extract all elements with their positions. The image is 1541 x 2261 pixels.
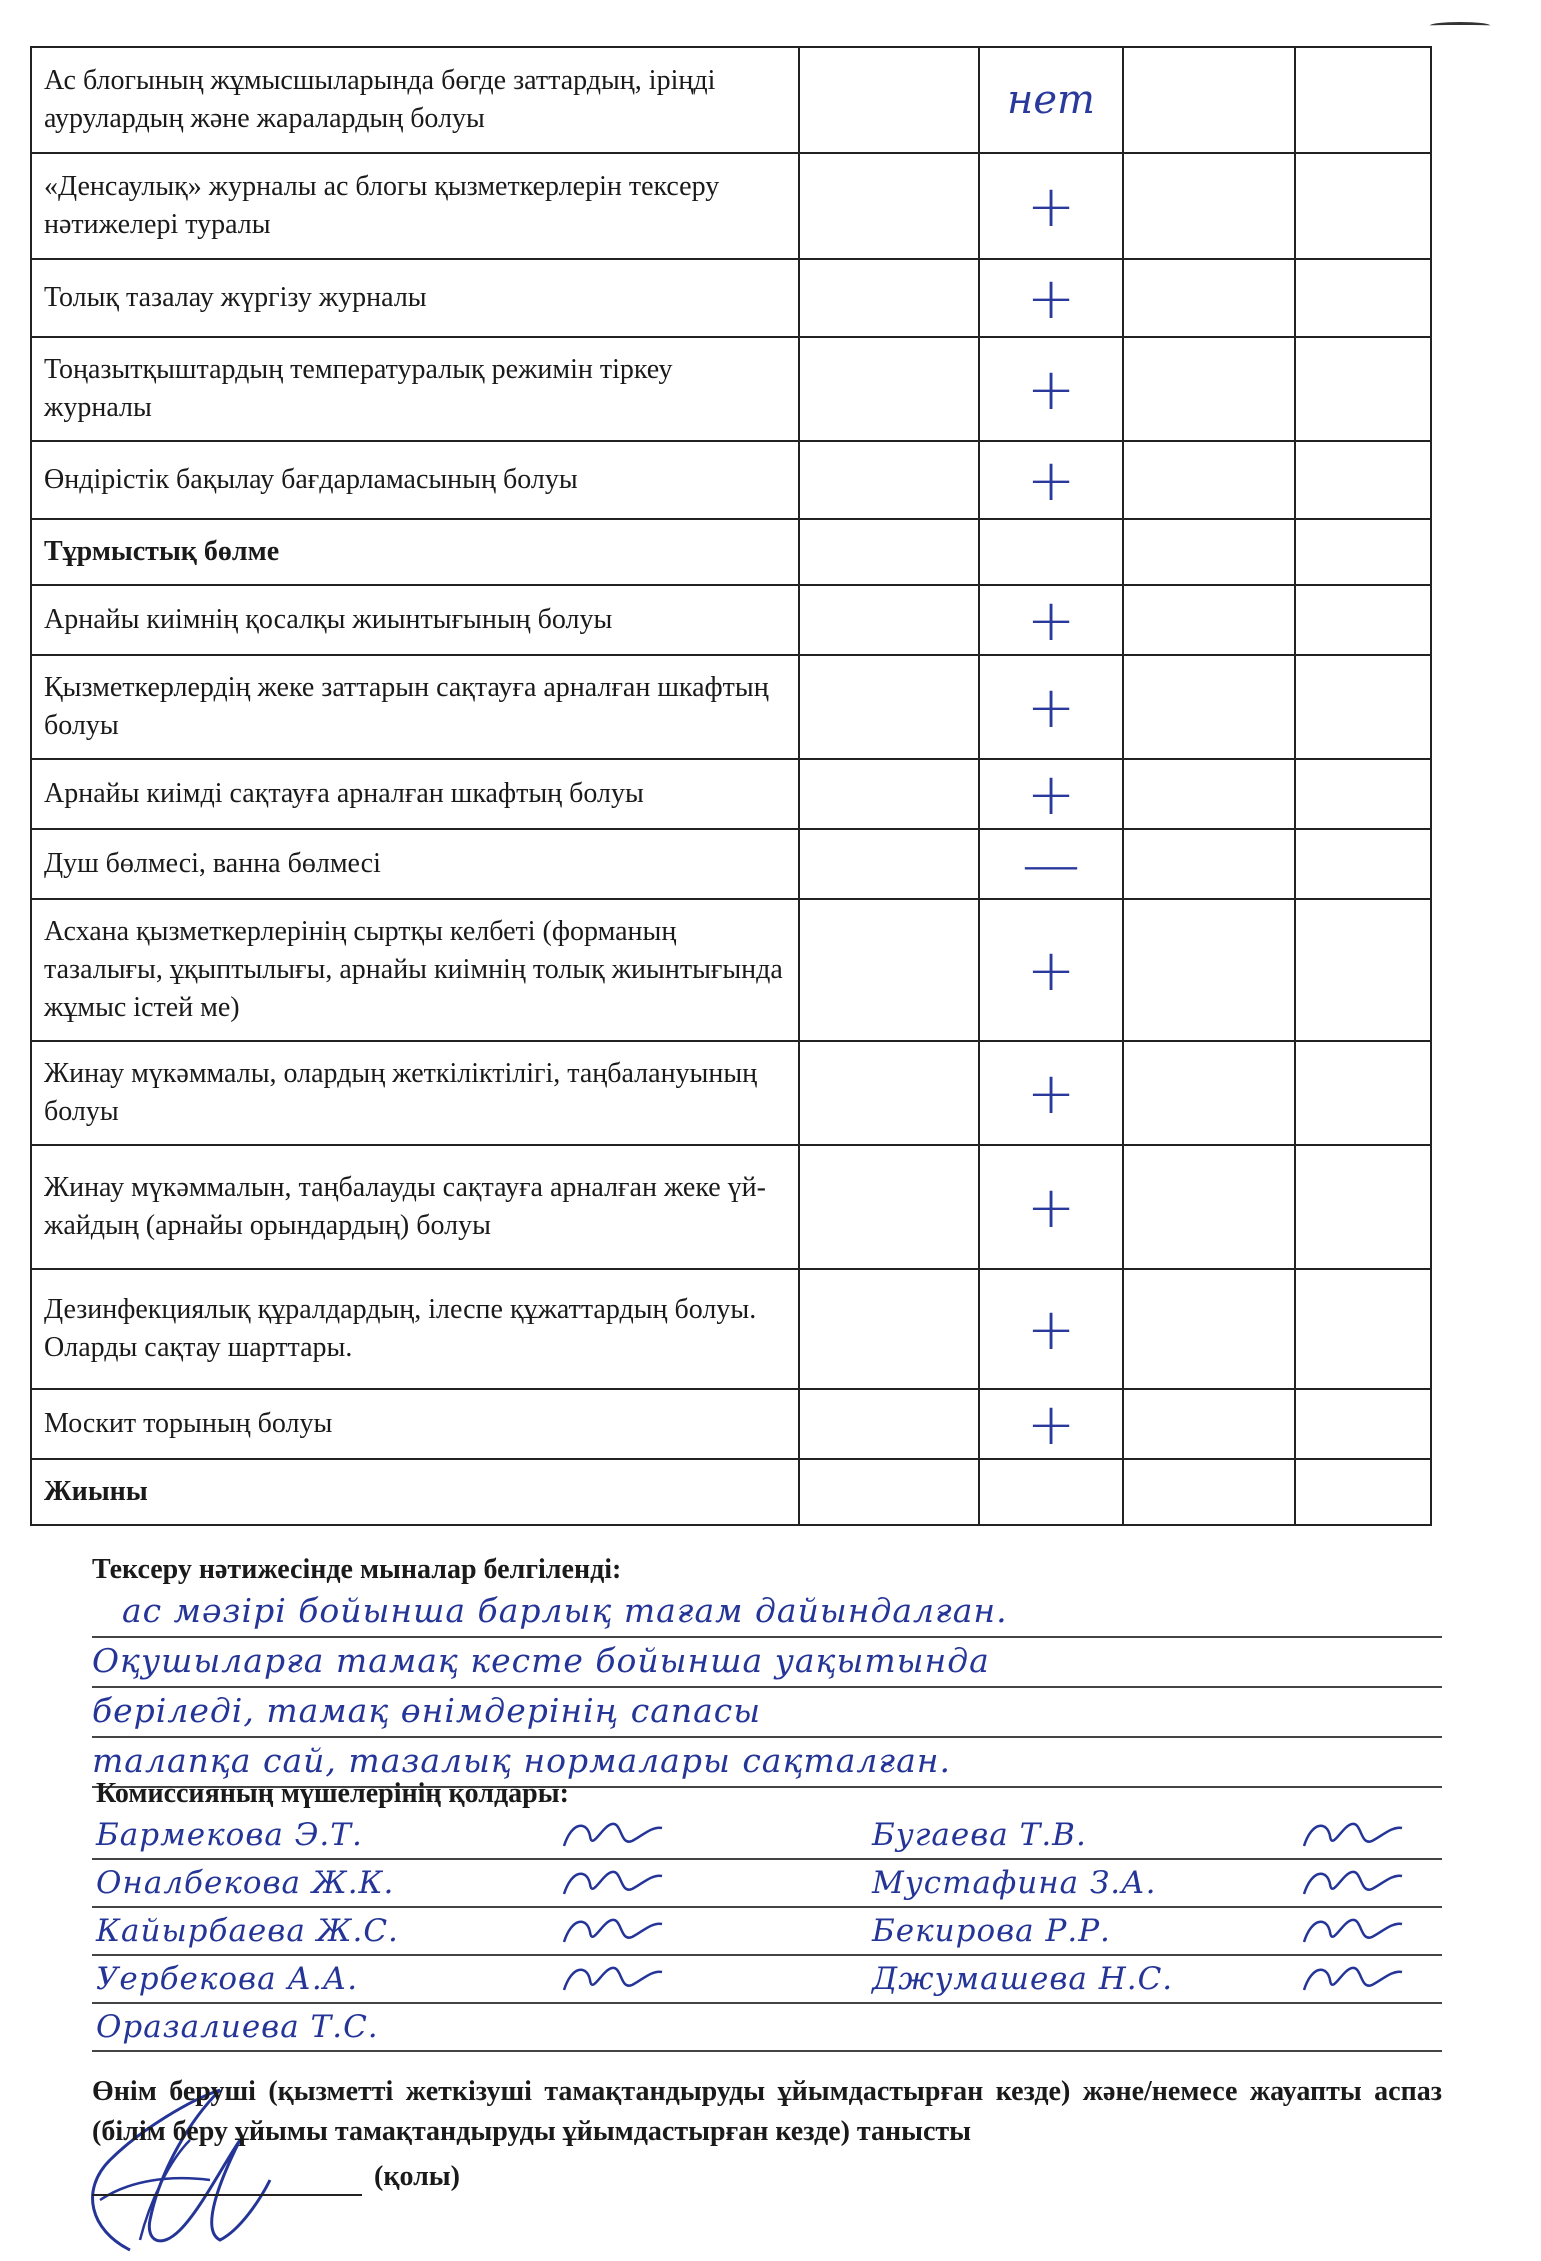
empty-cell [799,655,979,759]
signature-blank-line [92,2164,362,2196]
empty-cell [799,153,979,259]
table-row [31,1041,1431,1145]
row-label: Асхана қызметкерлерінің сыртқы келбеті (форманың тазалығы, ұқыптылығы, арнайы киімнің толық жиынтығында жұмыс істей ме) [31,899,799,1041]
empty-cell [1295,759,1431,829]
row-mark: + [979,153,1123,259]
commission-section [92,1776,1442,2052]
signature-row [92,1860,1442,1908]
producer-text: Өнім беруші (қызметті жеткізуші тамақтандыруды ұйымдастырған кезде) және/немесе жауапты аспаз (білім беру ұйымы тамақтандыруды ұйымдастырған кезде) танысты [92,2076,1442,2147]
member-name-left: Кайырбаева Ж.С. [96,1913,399,1949]
row-mark: + [979,1041,1123,1145]
table-row [31,441,1431,519]
commission-signatures [92,1812,1442,2052]
empty-cell [799,829,979,899]
empty-cell [799,759,979,829]
table-row [31,655,1431,759]
signature-scribble [562,1864,672,1904]
row-mark: + [979,1145,1123,1269]
producer-section [92,2072,1442,2196]
member-name-right: Джумашева Н.С. [872,1961,1174,1997]
empty-cell [1123,1389,1295,1459]
empty-cell [799,441,979,519]
signature-scribble [1302,1864,1412,1904]
empty-cell [1295,337,1431,441]
empty-cell [799,1269,979,1389]
row-label: «Денсаулық» журналы ас блогы қызметкерлерін тексеру нәтижелері туралы [31,153,799,259]
results-section [92,1552,1442,1788]
table-row [31,829,1431,899]
table-row [31,1145,1431,1269]
empty-cell [1295,899,1431,1041]
empty-cell [799,1389,979,1459]
row-label: Жинау мүкәммалы, олардың жеткіліктілігі, таңбалануының болуы [31,1041,799,1145]
empty-cell [799,1459,979,1525]
empty-cell [1123,655,1295,759]
row-label: Москит торының болуы [31,1389,799,1459]
checklist-body [31,47,1431,1525]
signature-row [92,1812,1442,1860]
empty-cell [1295,259,1431,337]
empty-cell [1295,655,1431,759]
total-row [31,1459,1431,1525]
corner-mark [1430,22,1490,29]
row-label: Душ бөлмесі, ванна бөлмесі [31,829,799,899]
empty-cell [1123,829,1295,899]
row-label: Ас блогының жұмысшыларында бөгде заттардың, іріңді аурулардың және жаралардың болуы [31,47,799,153]
row-label: Толық тазалау жүргізу журналы [31,259,799,337]
table-row [31,259,1431,337]
empty-cell [799,585,979,655]
row-label: Арнайы киімді сақтауға арналған шкафтың болуы [31,759,799,829]
signature-row [92,2004,1442,2052]
member-name-left: Уербекова А.А. [96,1961,359,1997]
handwritten-line: ас мәзірі бойынша барлық тағам дайындалған. [92,1588,1442,1638]
row-mark [979,519,1123,585]
row-label: Тоңазытқыштардың температуралық режимін тіркеу журналы [31,337,799,441]
empty-cell [1295,153,1431,259]
table-row [31,337,1431,441]
member-name-right: Мустафина З.А. [872,1865,1157,1901]
empty-cell [1123,519,1295,585]
handwritten-line: беріледі, тамақ өнімдерінің сапасы [92,1688,1442,1738]
empty-cell [1123,441,1295,519]
empty-cell [1123,899,1295,1041]
empty-cell [1123,1269,1295,1389]
empty-cell [1123,337,1295,441]
row-mark: + [979,655,1123,759]
empty-cell [799,337,979,441]
table-row [31,47,1431,153]
handwritten-line: Оқушыларға тамақ кесте бойынша уақытында [92,1638,1442,1688]
row-label: Дезинфекциялық құралдардың, ілеспе құжаттардың болуы. Оларды сақтау шарттары. [31,1269,799,1389]
empty-cell [799,1145,979,1269]
results-handwriting [92,1588,1442,1788]
member-name-right: Бекирова Р.Р. [872,1913,1111,1949]
row-mark: + [979,1269,1123,1389]
signature-row [92,1956,1442,2004]
empty-cell [799,47,979,153]
signature-scribble [1302,1912,1412,1952]
empty-cell [1295,829,1431,899]
signature-scribble [1302,1816,1412,1856]
empty-cell [1123,759,1295,829]
empty-cell [1123,1041,1295,1145]
empty-cell [1295,1041,1431,1145]
row-mark: + [979,899,1123,1041]
empty-cell [1295,1389,1431,1459]
row-mark: + [979,1389,1123,1459]
empty-cell [1123,1459,1295,1525]
row-label: Арнайы киімнің қосалқы жиынтығының болуы [31,585,799,655]
table-row [31,1269,1431,1389]
empty-cell [799,259,979,337]
empty-cell [1295,1269,1431,1389]
row-mark: — [979,829,1123,899]
checklist-table [30,46,1432,1526]
signature-scribble [562,1816,672,1856]
table-row [31,1389,1431,1459]
empty-cell [799,519,979,585]
row-mark [979,1459,1123,1525]
producer-signoff [92,2158,1442,2196]
member-name-right: Бугаева Т.В. [872,1817,1087,1853]
signature-scribble [562,1960,672,2000]
commission-title: Комиссияның мүшелерінің қолдары: [96,1778,569,1809]
handwritten-line: талапқа сай, тазалық нормалары сақталған. [92,1738,1442,1788]
row-label: Жинау мүкәммалын, таңбалауды сақтауға арналған жеке үй-жайдың (арнайы орындардың) болуы [31,1145,799,1269]
signature-scribble [562,1912,672,1952]
table-row [31,153,1431,259]
row-mark: нет [979,47,1123,153]
signature-scribble [1302,1960,1412,2000]
empty-cell [1295,47,1431,153]
row-mark: + [979,259,1123,337]
section-row [31,519,1431,585]
empty-cell [1123,259,1295,337]
empty-cell [1295,1459,1431,1525]
table-row [31,585,1431,655]
signature-label: (қолы) [374,2161,460,2192]
empty-cell [1123,47,1295,153]
empty-cell [1123,1145,1295,1269]
row-mark: + [979,759,1123,829]
row-label: Өндірістік бақылау бағдарламасының болуы [31,441,799,519]
empty-cell [1295,585,1431,655]
empty-cell [1295,519,1431,585]
empty-cell [799,1041,979,1145]
member-name-left: Бармекова Э.Т. [96,1817,363,1853]
row-mark: + [979,441,1123,519]
results-title: Тексеру нәтижесінде мыналар белгіленді: [92,1554,622,1585]
empty-cell [1123,585,1295,655]
empty-cell [1295,1145,1431,1269]
empty-cell [1295,441,1431,519]
empty-cell [1123,153,1295,259]
row-label: Тұрмыстық бөлме [31,519,799,585]
empty-cell [799,899,979,1041]
row-label: Қызметкерлердің жеке заттарын сақтауға арналған шкафтың болуы [31,655,799,759]
row-mark: + [979,585,1123,655]
member-name-left: Оналбекова Ж.К. [96,1865,395,1901]
table-row [31,899,1431,1041]
member-name-left: Оразалиева Т.С. [96,2009,379,2045]
row-label: Жиыны [31,1459,799,1525]
signature-row [92,1908,1442,1956]
table-row [31,759,1431,829]
row-mark: + [979,337,1123,441]
